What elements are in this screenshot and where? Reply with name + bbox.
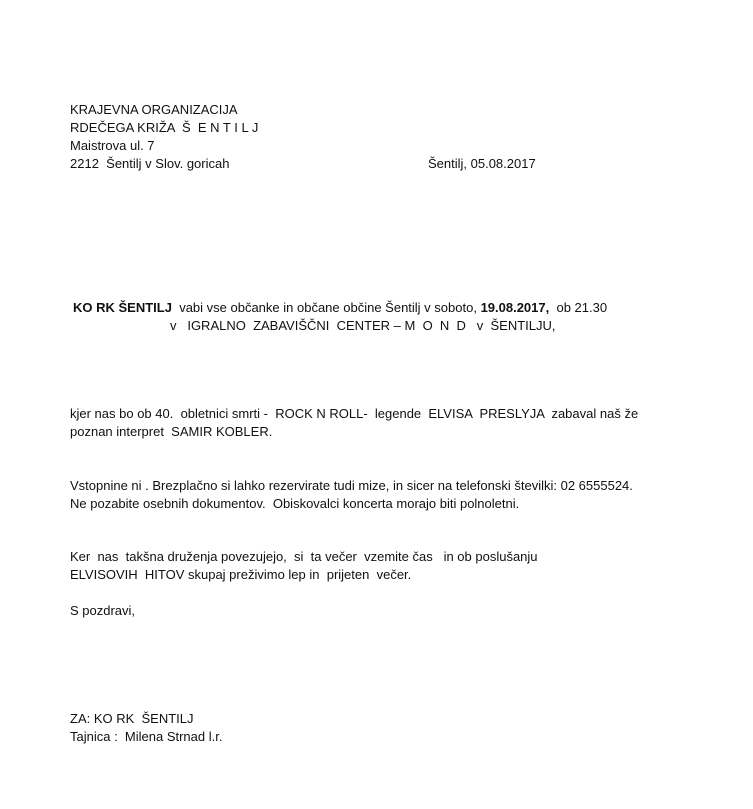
signature-for-line: ZA: KO RK ŠENTILJ	[70, 711, 194, 726]
paragraph-line: Vstopnine ni . Brezplačno si lahko rezervirate tudi mize, in sicer na telefonski številki: 02 6555524.	[70, 478, 633, 493]
event-date: 19.08.2017,	[480, 300, 550, 315]
event-time: ob 21.30	[549, 300, 608, 315]
paragraph-line: poznan interpret SAMIR KOBLER.	[70, 424, 273, 439]
city-address: 2212 Šentilj v Slov. goricah	[70, 156, 230, 171]
paragraph-line: ELVISOVIH HITOV skupaj preživimo lep in prijeten večer.	[70, 567, 412, 582]
paragraph-line: kjer nas bo ob 40. obletnici smrti - ROCK N ROLL- legende ELVISA PRESLYJA zabaval naš že	[70, 406, 639, 421]
paragraph-line: Ne pozabite osebnih dokumentov. Obiskovalci koncerta morajo biti polnoletni.	[70, 496, 520, 511]
invitation-line-1	[73, 299, 607, 317]
org-name-line-2: RDEČEGA KRIŽA Š E N T I L J	[70, 120, 259, 135]
signature-name: Tajnica : Milena Strnad l.r.	[70, 729, 223, 744]
place-and-date: Šentilj, 05.08.2017	[428, 156, 536, 171]
sender-name: KO RK ŠENTILJ	[73, 300, 172, 315]
invitation-text: vabi vse občanke in občane občine Šentilj v soboto,	[171, 300, 481, 315]
greeting: S pozdravi,	[70, 603, 136, 618]
org-name-line-1: KRAJEVNA ORGANIZACIJA	[70, 102, 238, 117]
street-address: Maistrova ul. 7	[70, 138, 155, 153]
invitation-line-2: v IGRALNO ZABAVIŠČNI CENTER – M O N D v ŠENTILJU,	[170, 318, 556, 333]
paragraph-line: Ker nas takšna druženja povezujejo, si ta večer vzemite čas in ob poslušanju	[70, 549, 538, 564]
